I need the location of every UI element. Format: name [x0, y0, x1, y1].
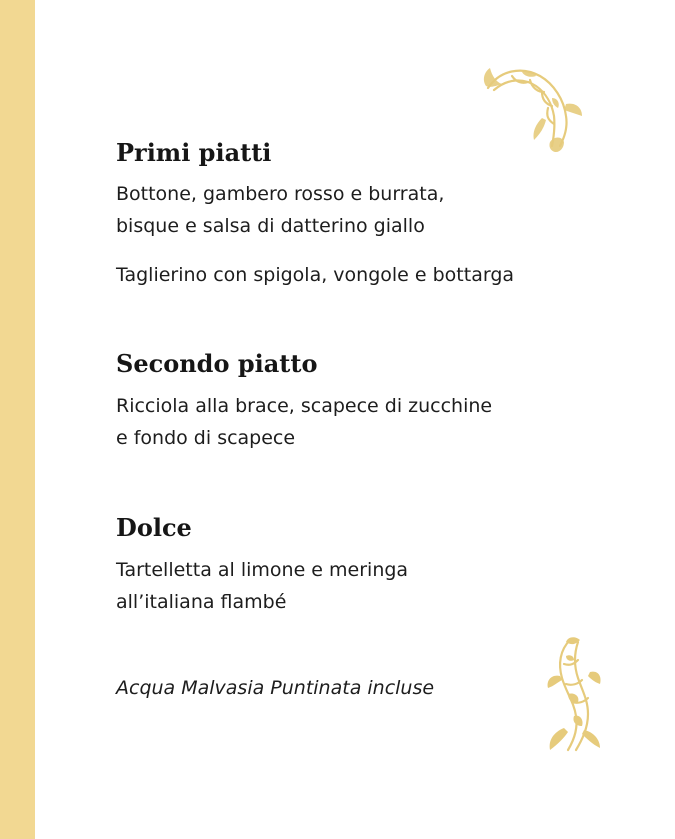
dish-line: bisque e salsa di datterino giallo	[116, 215, 425, 237]
dish-line: Ricciola alla brace, scapece di zucchine	[116, 395, 493, 417]
decorative-side-band	[0, 0, 35, 839]
dish-line: Tartelletta al limone e meringa	[116, 559, 409, 581]
beverage-note: Acqua Malvasia Puntinata incluse	[116, 677, 435, 699]
section-title-primi-piatti: Primi piatti	[116, 138, 272, 167]
dish-line: e fondo di scapece	[116, 427, 296, 449]
dish-line: Taglierino con spigola, vongole e bottarga	[116, 264, 515, 286]
section-title-secondo-piatto: Secondo piatto	[116, 349, 318, 378]
dish-line: Bottone, gambero rosso e burrata,	[116, 183, 445, 205]
koi-fish-icon	[482, 62, 586, 154]
dish-line: all’italiana flambé	[116, 591, 287, 613]
koi-fish-icon	[544, 636, 606, 754]
section-title-dolce: Dolce	[116, 513, 192, 542]
